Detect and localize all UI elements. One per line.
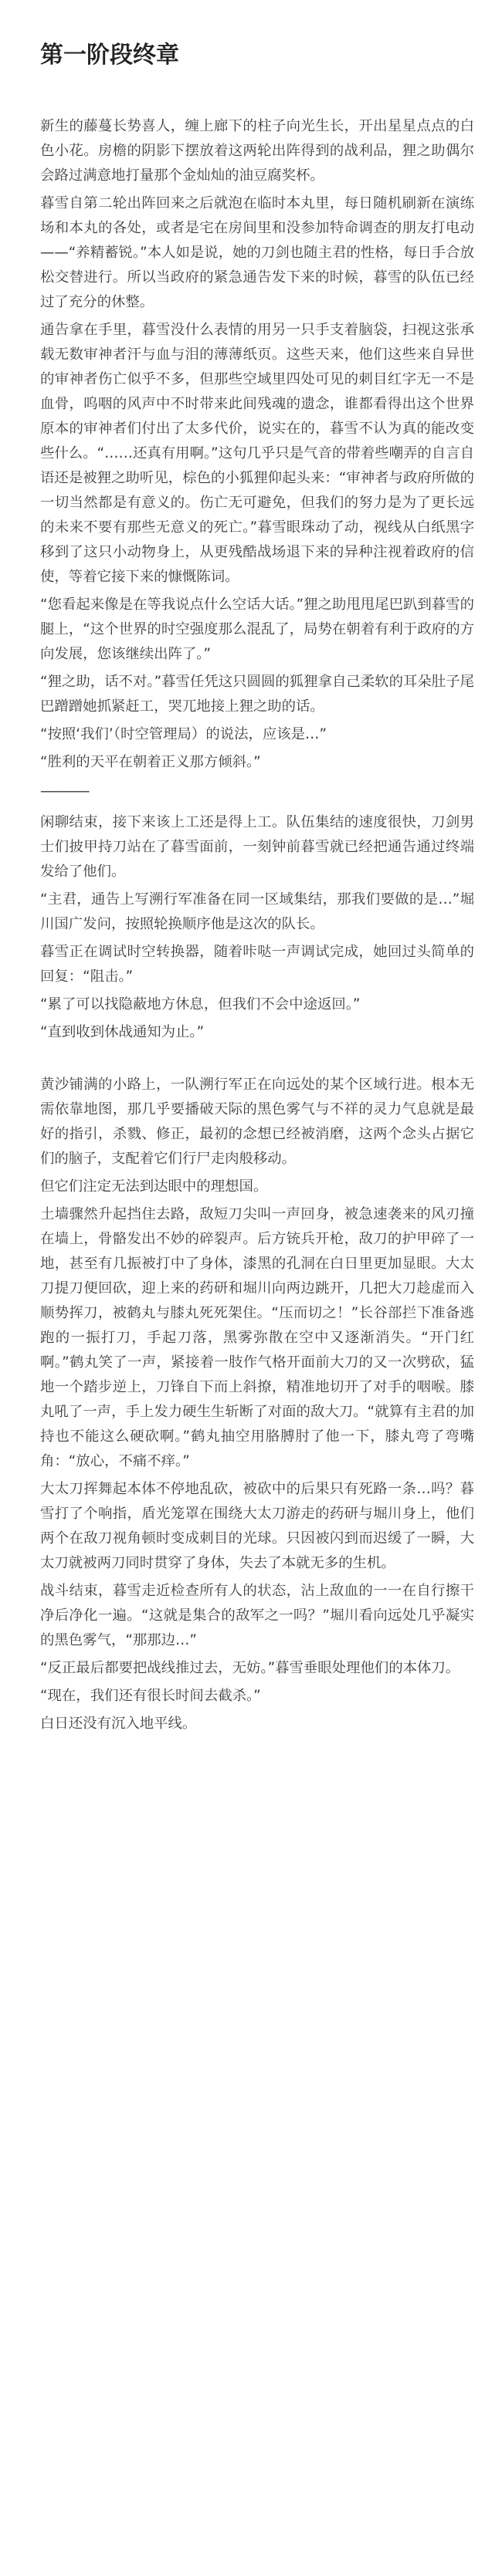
chapter-body [40,114,474,1736]
paragraph: 通告拿在手里，暮雪没什么表情的用另一只手支着脑袋，扫视这张承载无数审神者汗与血与泪的薄薄纸页。这些天来，他们这些来自异世的审神者伤亡似乎不多，但那些空域里四处可见的刺目红字无一不是血骨，呜咽的风声中不时带来此间残魂的遗念，谁都看得出这个世界原本的审神者们付出了太多代价，说实在的，暮雪不认为真的能改变些什么。“……还真有用啊。”这句几乎只是气音的带着些嘲弄的自言自语还是被狸之助听见，棕色的小狐狸仰起头来：“审神者与政府所做的一切当然都是有意义的。伤亡无可避免，但我们的努力是为了更长远的未来不要有那些无意义的死亡。”暮雪眼珠动了动，视线从白纸黑字移到了这只小动物身上，从更残酷战场退下来的异种注视着政府的信使，等着它接下来的慷慨陈词。 [40,322,474,585]
paragraph: “按照‘我们’（时空管理局）的说法，应该是…” [40,726,327,742]
paragraph: 黄沙铺满的小路上，一队溯行军正在向远处的某个区域行进。根本无需依靠地图，那几乎要播破天际的黑色雾气与不祥的灵力气息就是最好的指引，杀戮、修正，最初的念想已经被消磨，这两个念头占据它们的脑子，支配着它们行尸走肉般移动。 [40,1077,474,1167]
chapter-title: 第一阶段终章 [40,42,179,69]
scene-divider: ———— [40,783,88,800]
paragraph: “反正最后都要把战线推过去，无妨。”暮雪垂眼处理他们的本体刀。 [40,1660,460,1676]
paragraph: 白日还没有沉入地平线。 [40,1716,197,1732]
paragraph: 暮雪自第二轮出阵回来之后就泡在临时本丸里，每日随机刷新在演练场和本丸的各处，或者是宅在房间里和没参加特命调查的朋友打电动——“养精蓄锐。”本人如是说，她的刀剑也随主君的性格，每日手合放松交替进行。所以当政府的紧急通告发下来的时候，暮雪的队伍已经过了充分的休整。 [40,195,474,310]
paragraph: “您看起来像是在等我说点什么空话大话。”狸之助甩甩尾巴趴到暮雪的腿上，“这个世界的时空强度那么混乱了，局势在朝着有利于政府的方向发展，您该继续出阵了。” [40,597,474,662]
paragraph: 暮雪正在调试时空转换器，随着咔哒一声调试完成，她回过头简单的回复：“阻击。” [40,944,474,985]
paragraph: 土墙骤然升起挡住去路，敌短刀尖叫一声回身，被急速袭来的风刃撞在墙上，骨骼发出不妙的碎裂声。后方铳兵开枪，敌刀的护甲碎了一地，甚至有几振被打中了身体，漆黑的孔洞在白日里更加显眼。大太刀提刀便回砍，迎上来的药研和堀川向两边跳开，几把大刀趁虚而入顺势挥刀，被鹤丸与膝丸死死架住。“压而切之！”长谷部拦下准备逃跑的一振打刀，手起刀落，黑雾弥散在空中又逐渐消失。“开门红啊。”鹤丸笑了一声，紧接着一肢作气格开面前大刀的又一次劈砍，猛地一个踏步逆上，刀锋自下而上斜撩，精准地切开了对手的咽喉。膝丸吼了一声，手上发力硬生生斩断了对面的敌大刀。“就算有主君的加持也不能这么硬砍啊。”鹤丸抽空用胳膊肘了他一下，膝丸弯了弯嘴角：“放心，不痛不痒。” [40,1206,474,1469]
paragraph: 大太刀挥舞起本体不停地乱砍，被砍中的后果只有死路一条…吗？暮雪打了个响指，盾光笼罩在围绕大太刀游走的药研与堀川身上，他们两个在敌刀视角顿时变成刺目的光球。只因被闪到而迟缓了一瞬，大太刀就被两刀同时贯穿了身体，失去了本就无多的生机。 [40,1481,474,1571]
paragraph: “胜利的天平在朝着正义那方倾斜。” [40,754,261,770]
paragraph: “现在，我们还有很长时间去截杀。” [40,1688,261,1704]
paragraph: 新生的藤蔓长势喜人，缠上廊下的柱子向光生长，开出星星点点的白色小花。房檐的阴影下摆放着这两轮出阵得到的战利品，狸之助偶尔会路过满意地打量那个金灿灿的油豆腐奖杯。 [40,118,474,184]
paragraph: “累了可以找隐蔽地方休息，但我们不会中途返回。” [40,996,361,1012]
paragraph: “狸之助，话不对。”暮雪任凭这只圆圆的狐狸拿自己柔软的耳朵肚子尾巴蹭蹭她抓紧赶工，哭兀地接上狸之助的话。 [40,674,474,715]
paragraph: 闲聊结束，接下来该上工还是得上工。队伍集结的速度很快，刀剑男士们披甲持刀站在了暮雪面前，一刻钟前暮雪就已经把通告通过终端发给了他们。 [40,814,474,880]
paragraph: 战斗结束，暮雪走近检查所有人的状态，沾上敌血的一一在自行擦干净后净化一遍。“这就是集合的敌军之一吗？”堀川看向远处几乎凝实的黑色雾气，“那那边…” [40,1583,474,1648]
paragraph: “主君，通告上写溯行军准备在同一区域集结，那我们要做的是…”堀川国广发问，按照轮换顺序他是这次的队长。 [40,891,474,932]
paragraph: 但它们注定无法到达眼中的理想国。 [40,1178,268,1195]
paragraph: “直到收到休战通知为止。” [40,1024,205,1040]
